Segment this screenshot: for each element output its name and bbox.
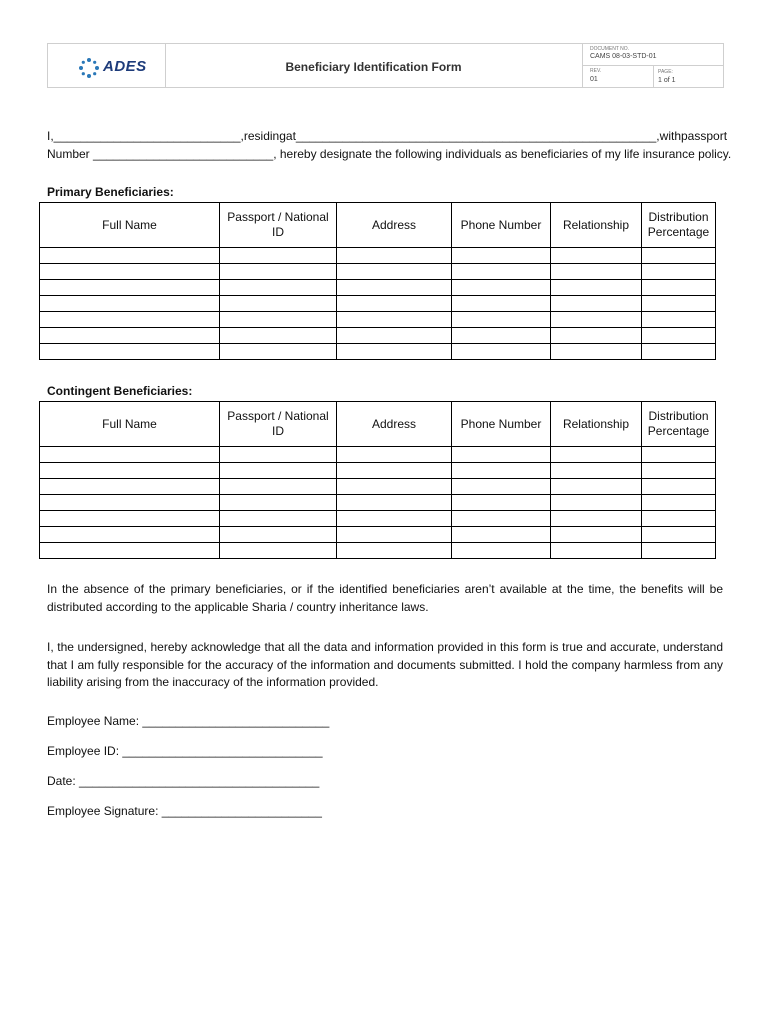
table-cell-input[interactable]: [220, 344, 337, 360]
table-cell-input[interactable]: [220, 328, 337, 344]
table-cell-input[interactable]: [642, 479, 716, 495]
table-cell-input[interactable]: [40, 344, 220, 360]
table-cell-input[interactable]: [40, 312, 220, 328]
table-cell-input[interactable]: [40, 479, 220, 495]
table-cell-input[interactable]: [40, 447, 220, 463]
table-cell-input[interactable]: [40, 280, 220, 296]
revision-number: 01: [590, 76, 598, 83]
table-cell-input[interactable]: [337, 463, 452, 479]
table-row: [40, 264, 716, 280]
table-cell-input[interactable]: [337, 328, 452, 344]
table-cell-input[interactable]: [452, 511, 551, 527]
table-cell-input[interactable]: [452, 296, 551, 312]
table-cell-input[interactable]: [642, 543, 716, 559]
table-row: [40, 447, 716, 463]
column-header-distribution: Distribution Percentage: [642, 203, 716, 248]
table-row: [40, 312, 716, 328]
table-cell-input[interactable]: [40, 264, 220, 280]
table-row: [40, 495, 716, 511]
column-header-passport: Passport / National ID: [220, 203, 337, 248]
column-header-phone: Phone Number: [452, 402, 551, 447]
column-header-relationship: Relationship: [551, 402, 642, 447]
table-cell-input[interactable]: [220, 511, 337, 527]
table-row: [40, 527, 716, 543]
table-cell-input[interactable]: [337, 248, 452, 264]
page-number: 1 of 1: [658, 77, 676, 84]
table-cell-input[interactable]: [551, 479, 642, 495]
designation-line-1: I, ____________________________, residing at ______________________________________________________, with passport: [47, 129, 728, 143]
table-cell-input[interactable]: [220, 495, 337, 511]
table-cell-input[interactable]: [452, 312, 551, 328]
document-number-label: DOCUMENT NO.: [590, 46, 630, 52]
table-cell-input[interactable]: [452, 447, 551, 463]
employee-name-field[interactable]: Employee Name: ____________________________: [47, 714, 330, 728]
date-field[interactable]: Date: ____________________________________: [47, 774, 320, 788]
employee-id-field[interactable]: Employee ID: ______________________________: [47, 744, 323, 758]
table-cell-input[interactable]: [337, 479, 452, 495]
table-cell-input[interactable]: [551, 264, 642, 280]
table-cell-input[interactable]: [40, 463, 220, 479]
primary-beneficiaries-title: Primary Beneficiaries:: [47, 185, 174, 199]
document-number-cell: [583, 44, 724, 66]
column-header-full-name: Full Name: [40, 402, 220, 447]
table-cell-input[interactable]: [551, 447, 642, 463]
logo-cell: [48, 44, 166, 87]
table-cell-input[interactable]: [551, 280, 642, 296]
table-cell-input[interactable]: [220, 447, 337, 463]
designation-statement: [47, 127, 732, 163]
table-cell-input[interactable]: [452, 280, 551, 296]
table-cell-input[interactable]: [551, 248, 642, 264]
form-title: Beneficiary Identification Form: [285, 60, 462, 74]
column-header-address: Address: [337, 402, 452, 447]
table-cell-input[interactable]: [337, 447, 452, 463]
inheritance-clause: In the absence of the primary beneficiaries, or if the identified beneficiaries aren’t available at the time, the benefits will be distributed according to the applicable Sharia / country inheritance laws.: [47, 582, 723, 614]
table-header-row: [40, 402, 716, 447]
ades-logo-icon: [78, 57, 100, 79]
table-header-row: [40, 203, 716, 248]
logo-text: ADES: [103, 58, 147, 75]
table-cell-input[interactable]: [642, 511, 716, 527]
table-cell-input[interactable]: [337, 280, 452, 296]
employee-signature-field[interactable]: Employee Signature: ________________________: [47, 804, 322, 818]
table-cell-input[interactable]: [40, 296, 220, 312]
document-number: CAMS 08-03-STD-01: [590, 53, 657, 60]
table-cell-input[interactable]: [337, 312, 452, 328]
table-cell-input[interactable]: [452, 479, 551, 495]
table-cell-input[interactable]: [452, 495, 551, 511]
table-cell-input[interactable]: [40, 248, 220, 264]
page-cell: [653, 65, 724, 87]
revision-cell: [583, 65, 654, 87]
table-cell-input[interactable]: [642, 495, 716, 511]
table-cell-input[interactable]: [551, 495, 642, 511]
contingent-table-body: [40, 447, 716, 559]
table-cell-input[interactable]: [40, 495, 220, 511]
table-cell-input[interactable]: [642, 527, 716, 543]
table-row: [40, 543, 716, 559]
table-row: [40, 344, 716, 360]
table-cell-input[interactable]: [337, 495, 452, 511]
table-cell-input[interactable]: [220, 248, 337, 264]
table-row: [40, 328, 716, 344]
table-cell-input[interactable]: [642, 328, 716, 344]
table-cell-input[interactable]: [40, 543, 220, 559]
table-cell-input[interactable]: [220, 463, 337, 479]
table-row: [40, 280, 716, 296]
table-cell-input[interactable]: [337, 344, 452, 360]
column-header-full-name: Full Name: [40, 203, 220, 248]
table-cell-input[interactable]: [642, 248, 716, 264]
table-cell-input[interactable]: [220, 543, 337, 559]
table-row: [40, 296, 716, 312]
revision-label: REV.: [590, 68, 602, 74]
table-cell-input[interactable]: [551, 344, 642, 360]
column-header-phone: Phone Number: [452, 203, 551, 248]
table-cell-input[interactable]: [551, 543, 642, 559]
table-cell-input[interactable]: [642, 463, 716, 479]
table-cell-input[interactable]: [551, 312, 642, 328]
table-cell-input[interactable]: [642, 280, 716, 296]
designation-line-2: Number ___________________________, hereby designate the following individuals as beneficiaries of my life insurance policy.: [47, 147, 732, 161]
table-cell-input[interactable]: [452, 264, 551, 280]
table-row: [40, 479, 716, 495]
table-cell-input[interactable]: [220, 264, 337, 280]
table-cell-input[interactable]: [220, 527, 337, 543]
table-cell-input[interactable]: [551, 527, 642, 543]
table-cell-input[interactable]: [452, 248, 551, 264]
table-cell-input[interactable]: [551, 511, 642, 527]
column-header-distribution: Distribution Percentage: [642, 402, 716, 447]
page-label: PAGE:: [658, 69, 673, 75]
table-cell-input[interactable]: [452, 328, 551, 344]
contingent-beneficiaries-table: [39, 401, 716, 559]
table-cell-input[interactable]: [40, 511, 220, 527]
table-cell-input[interactable]: [642, 296, 716, 312]
table-cell-input[interactable]: [220, 479, 337, 495]
acknowledgement-clause: I, the undersigned, hereby acknowledge that all the data and information provided in this form is true and accurate, understand that I am fully responsible for the accuracy of the information and documents submitted. I hold the company harmless from any liability arising from the inaccuracy of the information provided.: [47, 640, 723, 689]
table-row: [40, 463, 716, 479]
primary-table-body: [40, 248, 716, 360]
table-row: [40, 511, 716, 527]
table-cell-input[interactable]: [452, 463, 551, 479]
table-cell-input[interactable]: [551, 296, 642, 312]
column-header-passport: Passport / National ID: [220, 402, 337, 447]
document-header: [47, 43, 724, 88]
document-meta: [582, 44, 724, 87]
table-cell-input[interactable]: [337, 511, 452, 527]
table-cell-input[interactable]: [452, 344, 551, 360]
table-cell-input[interactable]: [220, 280, 337, 296]
column-header-relationship: Relationship: [551, 203, 642, 248]
table-row: [40, 248, 716, 264]
table-cell-input[interactable]: [642, 312, 716, 328]
contingent-beneficiaries-title: Contingent Beneficiaries:: [47, 384, 193, 398]
table-cell-input[interactable]: [337, 543, 452, 559]
table-cell-input[interactable]: [220, 296, 337, 312]
table-cell-input[interactable]: [337, 264, 452, 280]
table-cell-input[interactable]: [551, 463, 642, 479]
table-cell-input[interactable]: [220, 312, 337, 328]
primary-beneficiaries-table: [39, 202, 716, 360]
table-cell-input[interactable]: [452, 543, 551, 559]
table-cell-input[interactable]: [551, 328, 642, 344]
table-cell-input[interactable]: [40, 527, 220, 543]
table-cell-input[interactable]: [452, 527, 551, 543]
table-cell-input[interactable]: [337, 527, 452, 543]
table-cell-input[interactable]: [40, 328, 220, 344]
column-header-address: Address: [337, 203, 452, 248]
table-cell-input[interactable]: [642, 344, 716, 360]
table-cell-input[interactable]: [642, 447, 716, 463]
table-cell-input[interactable]: [337, 296, 452, 312]
table-cell-input[interactable]: [642, 264, 716, 280]
